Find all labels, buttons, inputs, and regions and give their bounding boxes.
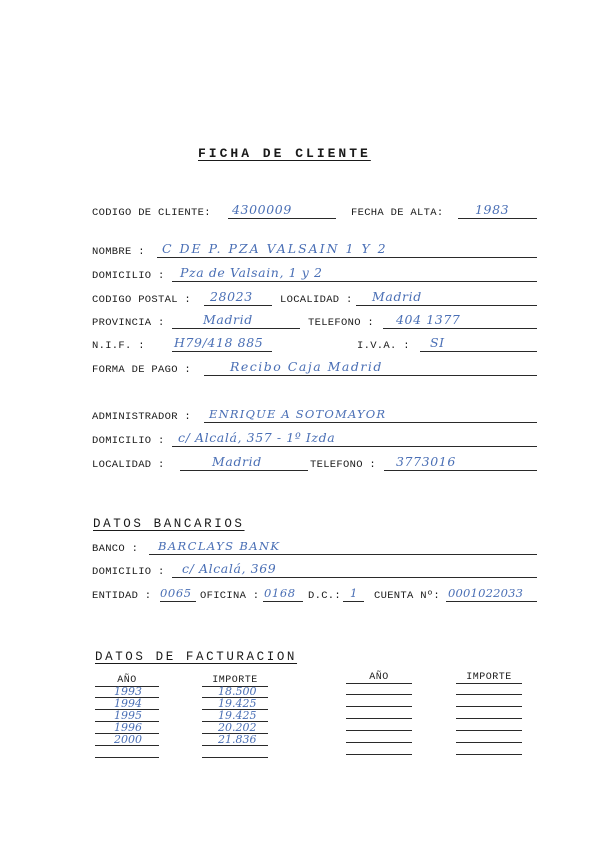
- datos-facturacion-heading: DATOS DE FACTURACION: [95, 650, 298, 664]
- table-row-line: [346, 694, 412, 695]
- banco-value: BARCLAYS BANK: [158, 539, 281, 553]
- oficina-line: [263, 601, 303, 602]
- admin-telefono-label: TELEFONO :: [310, 459, 377, 471]
- admin-localidad-label: LOCALIDAD :: [92, 459, 165, 471]
- col-ano-header-1: AÑO: [117, 675, 137, 686]
- nombre-label: NOMBRE :: [92, 246, 145, 258]
- row-ano: 1994: [114, 697, 142, 710]
- table-row-line: [346, 742, 412, 743]
- forma-pago-value: Recibo Caja Madrid: [230, 359, 383, 374]
- table-row-line: [456, 706, 522, 707]
- table-row-line: [456, 683, 522, 684]
- row-importe: 18.500: [218, 685, 257, 698]
- table-row-line: [456, 730, 522, 731]
- row-ano: 1996: [114, 721, 142, 734]
- admin-localidad-line: [180, 470, 308, 471]
- banco-label: BANCO :: [92, 543, 139, 555]
- banco-line: [149, 554, 537, 555]
- table-row-line: [346, 730, 412, 731]
- table-row-line: [346, 718, 412, 719]
- iva-value: SI: [430, 335, 445, 350]
- codigo-postal-value: 28023: [210, 289, 253, 304]
- table-row-line: [202, 757, 268, 758]
- datos-bancarios-heading: DATOS BANCARIOS: [93, 517, 245, 531]
- provincia-line: [172, 328, 300, 329]
- dc-line: [343, 601, 364, 602]
- table-row-line: [456, 718, 522, 719]
- administrador-label: ADMINISTRADOR :: [92, 411, 192, 423]
- telefono-value: 404 1377: [396, 312, 461, 327]
- telefono-line: [383, 328, 537, 329]
- fecha-alta-label: FECHA DE ALTA:: [351, 207, 444, 219]
- table-row-line: [456, 742, 522, 743]
- admin-domicilio-label: DOMICILIO :: [92, 435, 165, 447]
- entidad-line: [160, 601, 196, 602]
- table-row-line: [346, 754, 412, 755]
- row-ano: 1993: [114, 685, 142, 698]
- page-title: FICHA DE CLIENTE: [198, 146, 371, 161]
- admin-localidad-value: Madrid: [212, 454, 262, 469]
- banco-domicilio-line: [172, 577, 537, 578]
- administrador-line: [204, 422, 537, 423]
- dc-value: 1: [350, 586, 358, 600]
- table-row-line: [95, 745, 159, 746]
- forma-pago-label: FORMA DE PAGO :: [92, 364, 192, 376]
- nif-value: H79/418 885: [174, 335, 264, 350]
- forma-pago-line: [204, 375, 537, 376]
- administrador-value: ENRIQUE A SOTOMAYOR: [209, 407, 387, 421]
- row-importe: 20.202: [218, 721, 257, 734]
- row-importe: 19.425: [218, 697, 257, 710]
- table-row-line: [346, 706, 412, 707]
- codigo-cliente-line: [228, 218, 336, 219]
- localidad-label: LOCALIDAD :: [280, 294, 353, 306]
- row-ano: 1995: [114, 709, 142, 722]
- codigo-postal-line: [204, 305, 272, 306]
- telefono-label: TELEFONO :: [308, 317, 375, 329]
- codigo-postal-label: CODIGO POSTAL :: [92, 294, 192, 306]
- row-importe: 21.836: [218, 733, 257, 746]
- codigo-cliente-value: 4300009: [232, 202, 292, 217]
- col-importe-header-1: IMPORTE: [212, 675, 258, 686]
- table-row-line: [456, 754, 522, 755]
- fecha-alta-value: 1983: [475, 202, 510, 217]
- domicilio-label: DOMICILIO :: [92, 270, 165, 282]
- iva-label: I.V.A. :: [357, 340, 410, 352]
- col-importe-header-2: IMPORTE: [466, 672, 512, 683]
- entidad-label: ENTIDAD :: [92, 590, 152, 602]
- iva-line: [420, 351, 537, 352]
- cuenta-line: [446, 601, 537, 602]
- nombre-line: [157, 257, 537, 258]
- fecha-alta-line: [458, 218, 537, 219]
- admin-domicilio-value: c/ Alcalá, 357 - 1º Izda: [178, 430, 336, 445]
- table-row-line: [346, 683, 412, 684]
- row-ano: 2000: [114, 733, 142, 746]
- admin-telefono-value: 3773016: [396, 454, 456, 469]
- dc-label: D.C.:: [308, 590, 342, 602]
- domicilio-value: Pza de Valsain, 1 y 2: [180, 265, 323, 280]
- nombre-value: C DE P. PZA VALSAIN 1 Y 2: [162, 241, 388, 256]
- oficina-label: OFICINA :: [200, 590, 260, 602]
- domicilio-line: [172, 281, 537, 282]
- localidad-value: Madrid: [372, 289, 422, 304]
- table-row-line: [202, 745, 268, 746]
- cuenta-value: 0001022033: [448, 586, 524, 600]
- localidad-line: [356, 305, 537, 306]
- table-row-line: [456, 694, 522, 695]
- nif-label: N.I.F. :: [92, 340, 145, 352]
- col-ano-header-2: AÑO: [369, 672, 389, 683]
- provincia-label: PROVINCIA :: [92, 317, 165, 329]
- admin-domicilio-line: [172, 446, 537, 447]
- banco-domicilio-value: c/ Alcalá, 369: [182, 561, 277, 576]
- cuenta-label: CUENTA Nº:: [374, 590, 441, 602]
- row-importe: 19.425: [218, 709, 257, 722]
- nif-line: [172, 351, 272, 352]
- admin-telefono-line: [384, 470, 537, 471]
- codigo-cliente-label: CODIGO DE CLIENTE:: [92, 207, 211, 219]
- entidad-value: 0065: [160, 586, 192, 600]
- table-row-line: [95, 757, 159, 758]
- banco-domicilio-label: DOMICILIO :: [92, 566, 165, 578]
- provincia-value: Madrid: [203, 312, 253, 327]
- oficina-value: 0168: [264, 586, 296, 600]
